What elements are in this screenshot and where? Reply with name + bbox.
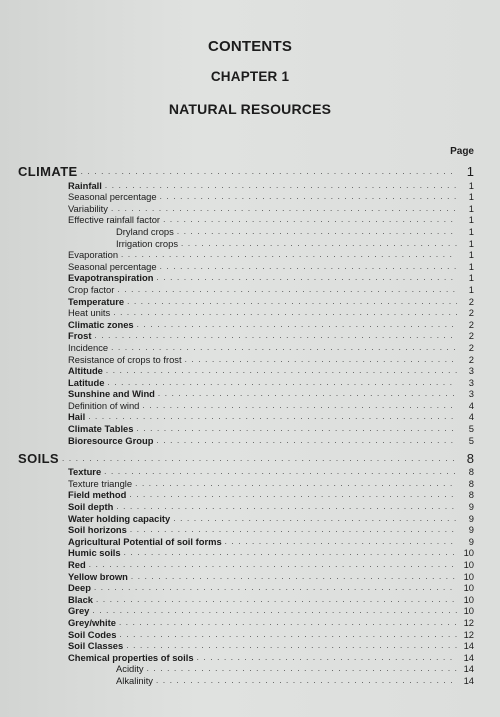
toc-entry-label: Chemical properties of soils bbox=[68, 651, 194, 663]
dot-leader bbox=[81, 165, 457, 179]
toc-page-number: 10 bbox=[463, 559, 474, 570]
toc-entry-label: Effective rainfall factor bbox=[68, 214, 161, 226]
toc-page-number: 5 bbox=[468, 423, 474, 435]
toc-entry-variability bbox=[0, 202, 500, 214]
toc-entry-label: Variability bbox=[68, 202, 108, 214]
toc-entry-label: Evapotranspiration bbox=[68, 272, 154, 284]
toc-page-number: 10 bbox=[463, 582, 474, 594]
toc-entry-label: Climate Tables bbox=[68, 423, 134, 435]
toc-entry-yellow-brown bbox=[0, 570, 500, 582]
dot-leader bbox=[62, 452, 457, 466]
dot-leader bbox=[147, 663, 457, 674]
toc-page-number: 1 bbox=[468, 225, 474, 237]
toc-page-number: 10 bbox=[463, 593, 474, 605]
toc-entry-evapotranspiration bbox=[0, 272, 500, 284]
toc-entry-label: Red bbox=[68, 559, 86, 570]
dot-leader bbox=[181, 238, 457, 249]
toc-entry-label: Incidence bbox=[68, 341, 109, 353]
toc-entry-evaporation bbox=[0, 249, 500, 261]
toc-entry-bioresource-group bbox=[0, 434, 500, 446]
toc-entry-heat-units bbox=[0, 307, 500, 319]
toc-entry-label: Humic soils bbox=[68, 547, 121, 559]
page-column-header: Page bbox=[450, 146, 474, 157]
toc-entry-label: Water holding capacity bbox=[68, 512, 171, 524]
toc-page-number: 3 bbox=[468, 388, 474, 400]
toc-entry-label: Soil depth bbox=[68, 501, 114, 513]
toc-entry-label: Soil Classes bbox=[68, 640, 124, 652]
toc-page-number: 2 bbox=[468, 341, 474, 353]
toc-entry-alkalinity bbox=[0, 674, 500, 686]
dot-leader bbox=[89, 559, 457, 570]
dot-leader bbox=[160, 261, 457, 272]
toc-entry-resistance-of-crops-to-frost bbox=[0, 353, 500, 365]
dot-leader bbox=[173, 513, 457, 524]
toc-entry-agricultural-potential-of-soil-forms bbox=[0, 535, 500, 547]
toc-page-number: 14 bbox=[463, 663, 474, 675]
toc-page-number: 3 bbox=[468, 365, 474, 377]
toc-page-number: 9 bbox=[468, 501, 474, 513]
toc-page-number: 10 bbox=[463, 605, 474, 617]
toc-entry-label: Rainfall bbox=[68, 179, 102, 191]
toc-page-number: 10 bbox=[463, 547, 474, 559]
toc-page-number: 9 bbox=[468, 524, 474, 536]
dot-leader bbox=[135, 478, 457, 489]
toc-entry-label: Heat units bbox=[68, 307, 111, 319]
dot-leader bbox=[92, 605, 457, 616]
dot-leader bbox=[136, 423, 457, 434]
dot-leader bbox=[113, 307, 457, 318]
toc-entry-black bbox=[0, 593, 500, 605]
page-title: CONTENTS bbox=[207, 38, 293, 55]
toc-entry-label: Soil horizons bbox=[68, 524, 127, 536]
toc-entry-label: Grey/white bbox=[68, 616, 116, 628]
toc-entry-label: Grey bbox=[68, 605, 90, 617]
toc-entry-label: Deep bbox=[68, 582, 91, 594]
dot-leader bbox=[158, 388, 457, 399]
dot-leader bbox=[137, 319, 457, 330]
dot-leader bbox=[116, 501, 457, 512]
toc-page-number: 3 bbox=[468, 376, 474, 388]
toc-entry-label: Temperature bbox=[68, 295, 125, 307]
toc-entry-altitude bbox=[0, 365, 500, 377]
toc-entry-label: Definition of wind bbox=[68, 399, 140, 411]
toc-entry-label: Irrigation crops bbox=[116, 237, 179, 249]
toc-page-number: 2 bbox=[468, 330, 474, 342]
toc-section-climate bbox=[0, 165, 500, 179]
dot-leader bbox=[111, 203, 457, 214]
toc-entry-label: Climatic zones bbox=[68, 318, 134, 330]
toc-entry-acidity bbox=[0, 663, 500, 675]
dot-leader bbox=[177, 226, 457, 237]
chapter-title: NATURAL RESOURCES bbox=[168, 101, 332, 117]
dot-leader bbox=[130, 524, 457, 535]
toc-entry-soil-codes bbox=[0, 628, 500, 640]
toc-page-number: 12 bbox=[463, 616, 474, 628]
toc-page-number: 12 bbox=[463, 628, 474, 640]
toc-entry-incidence bbox=[0, 341, 500, 353]
toc-entry-label: Altitude bbox=[68, 365, 103, 377]
toc-entry-soil-depth bbox=[0, 500, 500, 512]
toc-entry-label: Latitude bbox=[68, 376, 105, 388]
toc-entry-label: Agricultural Potential of soil forms bbox=[68, 535, 222, 547]
dot-leader bbox=[156, 435, 457, 446]
toc-page-number: 1 bbox=[466, 164, 474, 179]
toc-page-number: 8 bbox=[466, 450, 474, 466]
toc-entry-soil-classes bbox=[0, 640, 500, 652]
dot-leader bbox=[88, 411, 457, 422]
dot-leader bbox=[121, 249, 457, 260]
toc-entry-latitude bbox=[0, 376, 500, 388]
toc-entry-label: SOILS bbox=[18, 450, 60, 466]
toc-entry-label: Frost bbox=[68, 330, 92, 342]
dot-leader bbox=[156, 675, 457, 686]
toc-page-number: 1 bbox=[468, 283, 474, 295]
dot-leader bbox=[129, 489, 457, 500]
toc-entry-texture bbox=[0, 466, 500, 478]
dot-leader bbox=[106, 365, 457, 376]
toc-page-number: 8 bbox=[468, 489, 474, 501]
toc-entry-label: Dryland crops bbox=[116, 225, 174, 237]
toc-page-number: 2 bbox=[468, 295, 474, 307]
toc-entry-grey bbox=[0, 605, 500, 617]
toc-page-number: 2 bbox=[468, 307, 474, 319]
dot-leader bbox=[197, 652, 457, 663]
dot-leader bbox=[105, 180, 457, 191]
toc-entry-label: Seasonal percentage bbox=[68, 260, 157, 272]
toc-page-number: 1 bbox=[468, 260, 474, 272]
toc-page-number: 2 bbox=[468, 318, 474, 330]
toc-page-number: 10 bbox=[463, 570, 474, 582]
dot-leader bbox=[107, 377, 457, 388]
dot-leader bbox=[185, 354, 457, 365]
toc-page-number: 14 bbox=[463, 651, 474, 663]
toc-entry-red bbox=[0, 558, 500, 570]
dot-leader bbox=[119, 629, 457, 640]
toc-entry-label: Seasonal percentage bbox=[68, 191, 157, 203]
toc-page-number: 1 bbox=[468, 272, 474, 284]
toc-entry-label: Texture bbox=[68, 466, 102, 478]
toc-entry-seasonal-percentage bbox=[0, 260, 500, 272]
toc-entry-texture-triangle bbox=[0, 477, 500, 489]
dot-leader bbox=[225, 536, 457, 547]
toc-entry-definition-of-wind bbox=[0, 399, 500, 411]
toc-page-number: 1 bbox=[468, 237, 474, 249]
toc-entry-temperature bbox=[0, 295, 500, 307]
toc-entry-effective-rainfall-factor bbox=[0, 214, 500, 226]
toc-entry-label: Crop factor bbox=[68, 283, 115, 295]
dot-leader bbox=[160, 191, 457, 202]
toc-entry-label: Resistance of crops to frost bbox=[68, 353, 182, 365]
toc-entry-rainfall bbox=[0, 179, 500, 191]
dot-leader bbox=[156, 272, 457, 283]
toc-entry-soil-horizons bbox=[0, 524, 500, 536]
dot-leader bbox=[96, 594, 457, 605]
toc-page-number: 1 bbox=[468, 249, 474, 261]
dot-leader bbox=[124, 547, 457, 558]
toc-entry-label: Acidity bbox=[116, 663, 144, 675]
dot-leader bbox=[119, 617, 457, 628]
toc-page-number: 1 bbox=[468, 179, 474, 191]
dot-leader bbox=[131, 571, 457, 582]
toc-entry-field-method bbox=[0, 489, 500, 501]
toc-entry-seasonal-percentage bbox=[0, 191, 500, 203]
table-of-contents bbox=[0, 165, 500, 686]
dot-leader bbox=[94, 582, 457, 593]
toc-page-number: 8 bbox=[468, 477, 474, 489]
toc-page-number: 14 bbox=[463, 674, 474, 686]
toc-page-number: 2 bbox=[468, 353, 474, 365]
toc-entry-label: Sunshine and Wind bbox=[68, 388, 155, 400]
toc-page-number: 9 bbox=[468, 535, 474, 547]
toc-page-number: 5 bbox=[468, 434, 474, 446]
dot-leader bbox=[104, 466, 457, 477]
toc-entry-water-holding-capacity bbox=[0, 512, 500, 524]
toc-entry-label: Texture triangle bbox=[68, 477, 133, 489]
toc-entry-climate-tables bbox=[0, 422, 500, 434]
dot-leader bbox=[127, 296, 457, 307]
toc-page-number: 1 bbox=[468, 191, 474, 203]
toc-entry-chemical-properties-of-soils bbox=[0, 651, 500, 663]
toc-entry-label: Evaporation bbox=[68, 249, 119, 261]
dot-leader bbox=[111, 342, 457, 353]
toc-entry-label: Yellow brown bbox=[68, 570, 128, 582]
toc-page-number: 9 bbox=[468, 512, 474, 524]
toc-entry-hail bbox=[0, 411, 500, 423]
toc-entry-label: Black bbox=[68, 593, 94, 605]
toc-entry-climatic-zones bbox=[0, 318, 500, 330]
dot-leader bbox=[126, 640, 457, 651]
chapter-number: CHAPTER 1 bbox=[210, 69, 290, 84]
toc-page-number: 14 bbox=[463, 640, 474, 652]
toc-entry-dryland-crops bbox=[0, 225, 500, 237]
toc-entry-label: Soil Codes bbox=[68, 628, 117, 640]
toc-entry-frost bbox=[0, 330, 500, 342]
toc-entry-label: Alkalinity bbox=[116, 674, 153, 686]
toc-entry-label: Field method bbox=[68, 489, 127, 501]
toc-entry-label: CLIMATE bbox=[18, 164, 78, 179]
toc-entry-label: Hail bbox=[68, 411, 86, 423]
toc-page-number: 4 bbox=[468, 399, 474, 411]
dot-leader bbox=[163, 214, 457, 225]
toc-page-number: 1 bbox=[468, 214, 474, 226]
toc-entry-humic-soils bbox=[0, 547, 500, 559]
toc-entry-label: Bioresource Group bbox=[68, 434, 154, 446]
dot-leader bbox=[117, 284, 457, 295]
dot-leader bbox=[94, 330, 457, 341]
toc-section-soils bbox=[0, 452, 500, 466]
dot-leader bbox=[142, 400, 457, 411]
toc-entry-sunshine-and-wind bbox=[0, 388, 500, 400]
toc-entry-crop-factor bbox=[0, 283, 500, 295]
toc-page-number: 1 bbox=[468, 202, 474, 214]
toc-entry-deep bbox=[0, 582, 500, 594]
toc-page-number: 8 bbox=[468, 466, 474, 478]
toc-entry-grey-white bbox=[0, 616, 500, 628]
toc-page-number: 4 bbox=[468, 411, 474, 423]
toc-entry-irrigation-crops bbox=[0, 237, 500, 249]
